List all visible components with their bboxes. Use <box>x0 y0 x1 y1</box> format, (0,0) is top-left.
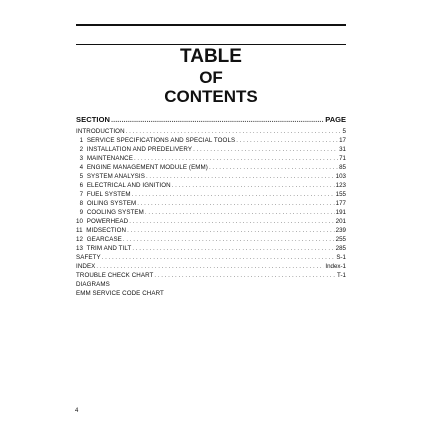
toc-entry-label: 4 ENGINE MANAGEMENT MODULE (EMM) <box>76 164 208 171</box>
toc-entry-label: 13 TRIM AND TILT <box>76 245 132 252</box>
toc-entry-label: DIAGRAMS <box>76 281 110 288</box>
leader-dots <box>126 128 342 136</box>
title-line-table: TABLE <box>180 46 242 67</box>
toc-entry-page: S-1 <box>336 254 346 261</box>
toc-entry-label: 10 POWERHEAD <box>76 218 129 225</box>
leader-dots <box>129 218 334 226</box>
toc-entry[interactable] <box>76 182 346 190</box>
toc-entry[interactable] <box>76 209 346 217</box>
toc-entry[interactable] <box>76 281 346 289</box>
leader-dots <box>209 164 338 172</box>
toc-entry[interactable] <box>76 290 346 298</box>
toc-entry[interactable] <box>76 191 346 199</box>
toc-entry[interactable] <box>76 155 346 163</box>
toc-entry-label: INDEX <box>76 263 96 270</box>
toc-entry-page: 191 <box>335 209 346 216</box>
leader-dots <box>132 191 335 199</box>
toc-entry-label: 7 FUEL SYSTEM <box>76 191 131 198</box>
leader-dots <box>132 245 334 253</box>
leader-dots <box>145 209 335 217</box>
toc-entry-page: 177 <box>335 200 346 207</box>
toc-entry-page: Index-1 <box>325 263 346 270</box>
toc-entry-page: 239 <box>335 227 346 234</box>
toc-entry-page: 31 <box>339 146 346 153</box>
section-header-label: SECTION <box>76 115 111 124</box>
toc-entry[interactable] <box>76 137 346 145</box>
page-number: 4 <box>75 408 79 414</box>
leader-dots <box>96 263 324 271</box>
leader-dots <box>154 272 336 280</box>
toc-entry-page: 255 <box>335 236 346 243</box>
toc-entry-label: 9 COOLING SYSTEM <box>76 209 144 216</box>
toc-entry-label: 5 SYSTEM ANALYSIS <box>76 173 145 180</box>
toc-header <box>76 115 346 125</box>
toc-entry-label: 3 MAINTENANCE <box>76 155 133 162</box>
leader-dots <box>123 236 335 244</box>
toc-entry[interactable] <box>76 254 346 262</box>
toc-entry[interactable] <box>76 218 346 226</box>
top-rule-thin <box>76 44 346 45</box>
toc-entry-label: 2 INSTALLATION AND PREDELIVERY <box>76 146 193 153</box>
toc-entry[interactable] <box>76 128 346 136</box>
leader-dots <box>111 115 324 124</box>
toc-entry-label: 8 OILING SYSTEM <box>76 200 137 207</box>
leader-dots <box>236 137 338 145</box>
toc-entry-label: 11 MIDSECTION <box>76 227 127 234</box>
toc-entry-label: EMM SERVICE CODE CHART <box>76 290 164 297</box>
toc-entry[interactable] <box>76 245 346 253</box>
toc-entry-page: 5 <box>342 128 346 135</box>
toc-entry[interactable] <box>76 263 346 271</box>
toc-entry-page: 201 <box>335 218 346 225</box>
toc-entry-label: 6 ELECTRICAL AND IGNITION <box>76 182 171 189</box>
leader-dots <box>134 155 338 163</box>
toc-entry-label: INTRODUCTION <box>76 128 125 135</box>
toc-entry[interactable] <box>76 164 346 172</box>
toc-entry-page: 17 <box>339 137 346 144</box>
toc-entry[interactable] <box>76 236 346 244</box>
leader-dots <box>172 182 335 190</box>
leader-dots <box>146 173 335 181</box>
title-line-contents: CONTENTS <box>164 87 258 106</box>
toc-entry-page: T-1 <box>337 272 346 279</box>
toc-entry[interactable] <box>76 173 346 181</box>
top-rule <box>76 24 346 26</box>
toc-entry-page: 123 <box>335 182 346 189</box>
toc-entry-page: 155 <box>335 191 346 198</box>
toc-entry-page: 285 <box>335 245 346 252</box>
toc-entry-page: 103 <box>335 173 346 180</box>
toc-entry-label: 1 SERVICE SPECIFICATIONS AND SPECIAL TOOLS <box>76 137 236 144</box>
toc-entry[interactable] <box>76 200 346 208</box>
toc-entry-label: TROUBLE CHECK CHART <box>76 272 154 279</box>
toc-entry[interactable] <box>76 146 346 154</box>
toc-entry-label: 12 GEARCASE <box>76 236 122 243</box>
leader-dots <box>193 146 338 154</box>
title-line-of: OF <box>199 68 223 87</box>
leader-dots <box>102 254 336 262</box>
toc-entry[interactable] <box>76 272 346 280</box>
leader-dots <box>127 227 335 235</box>
toc-entry-label: SAFETY <box>76 254 101 261</box>
page-header-label: PAGE <box>325 115 346 124</box>
toc-entry[interactable] <box>76 227 346 235</box>
toc-entry-page: 71 <box>339 155 346 162</box>
toc-entry-page: 85 <box>339 164 346 171</box>
leader-dots <box>137 200 334 208</box>
